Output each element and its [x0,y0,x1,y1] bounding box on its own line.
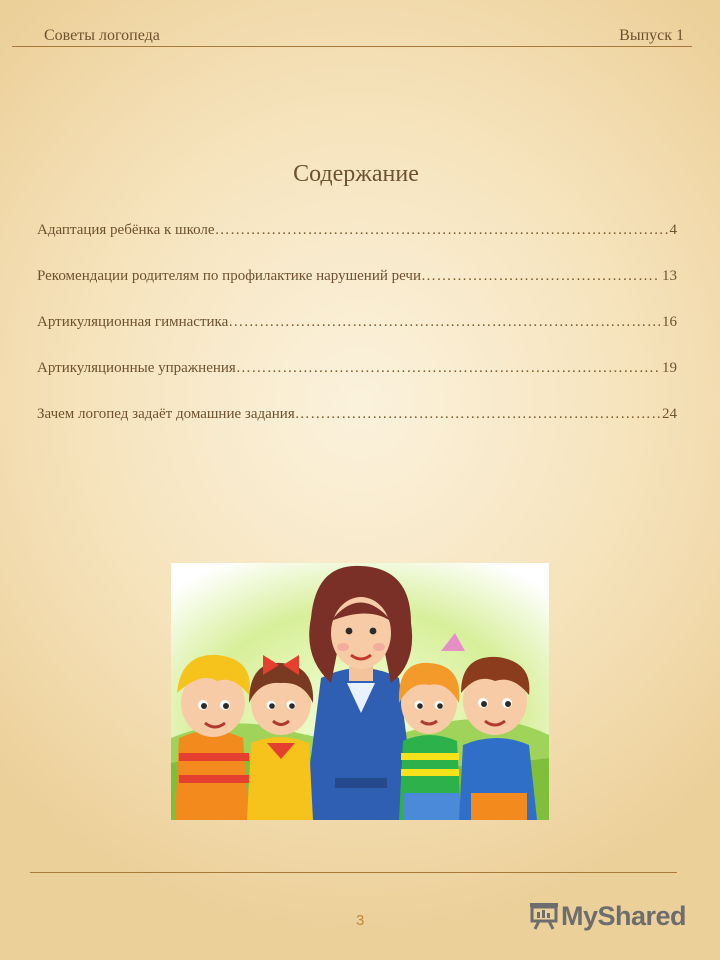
toc-item-label: Артикуляционная гимнастика [37,314,229,330]
dot-leader [236,360,660,377]
toc-title: Содержание [293,161,419,187]
toc-item [37,360,677,406]
boy-left-figure [175,655,250,820]
page-header [12,24,692,47]
dot-leader [295,406,660,423]
toc-item [37,314,677,360]
page-number: 3 [356,912,365,929]
toc-item-label: Адаптация ребёнка к школе [37,222,215,238]
toc-item-page: 24 [662,406,677,422]
toc-item [37,406,677,452]
myshared-watermark [527,896,686,936]
toc-item-page: 4 [669,222,677,238]
dot-leader [421,268,660,285]
issue-number: Выпуск 1 [619,27,684,44]
watermark-text: MyShared [561,900,687,931]
table-of-contents [37,222,677,452]
toc-item-label: Зачем логопед задаёт домашние задания [37,406,295,422]
series-title: Советы логопеда [44,27,160,44]
toc-item-label: Рекомендации родителям по профилактике нарушений речи [37,268,421,284]
toc-item-label: Артикуляционные упражнения [37,360,236,376]
teacher-with-children-illustration [171,563,549,820]
toc-item-page: 16 [662,314,677,330]
toc-item [37,268,677,314]
toc-item-page: 13 [662,268,677,284]
toc-item-page: 19 [662,360,677,376]
footer-divider [30,872,677,873]
presentation-icon [527,897,561,936]
dot-leader [228,314,660,331]
dot-leader [215,222,668,239]
toc-item [37,222,677,268]
